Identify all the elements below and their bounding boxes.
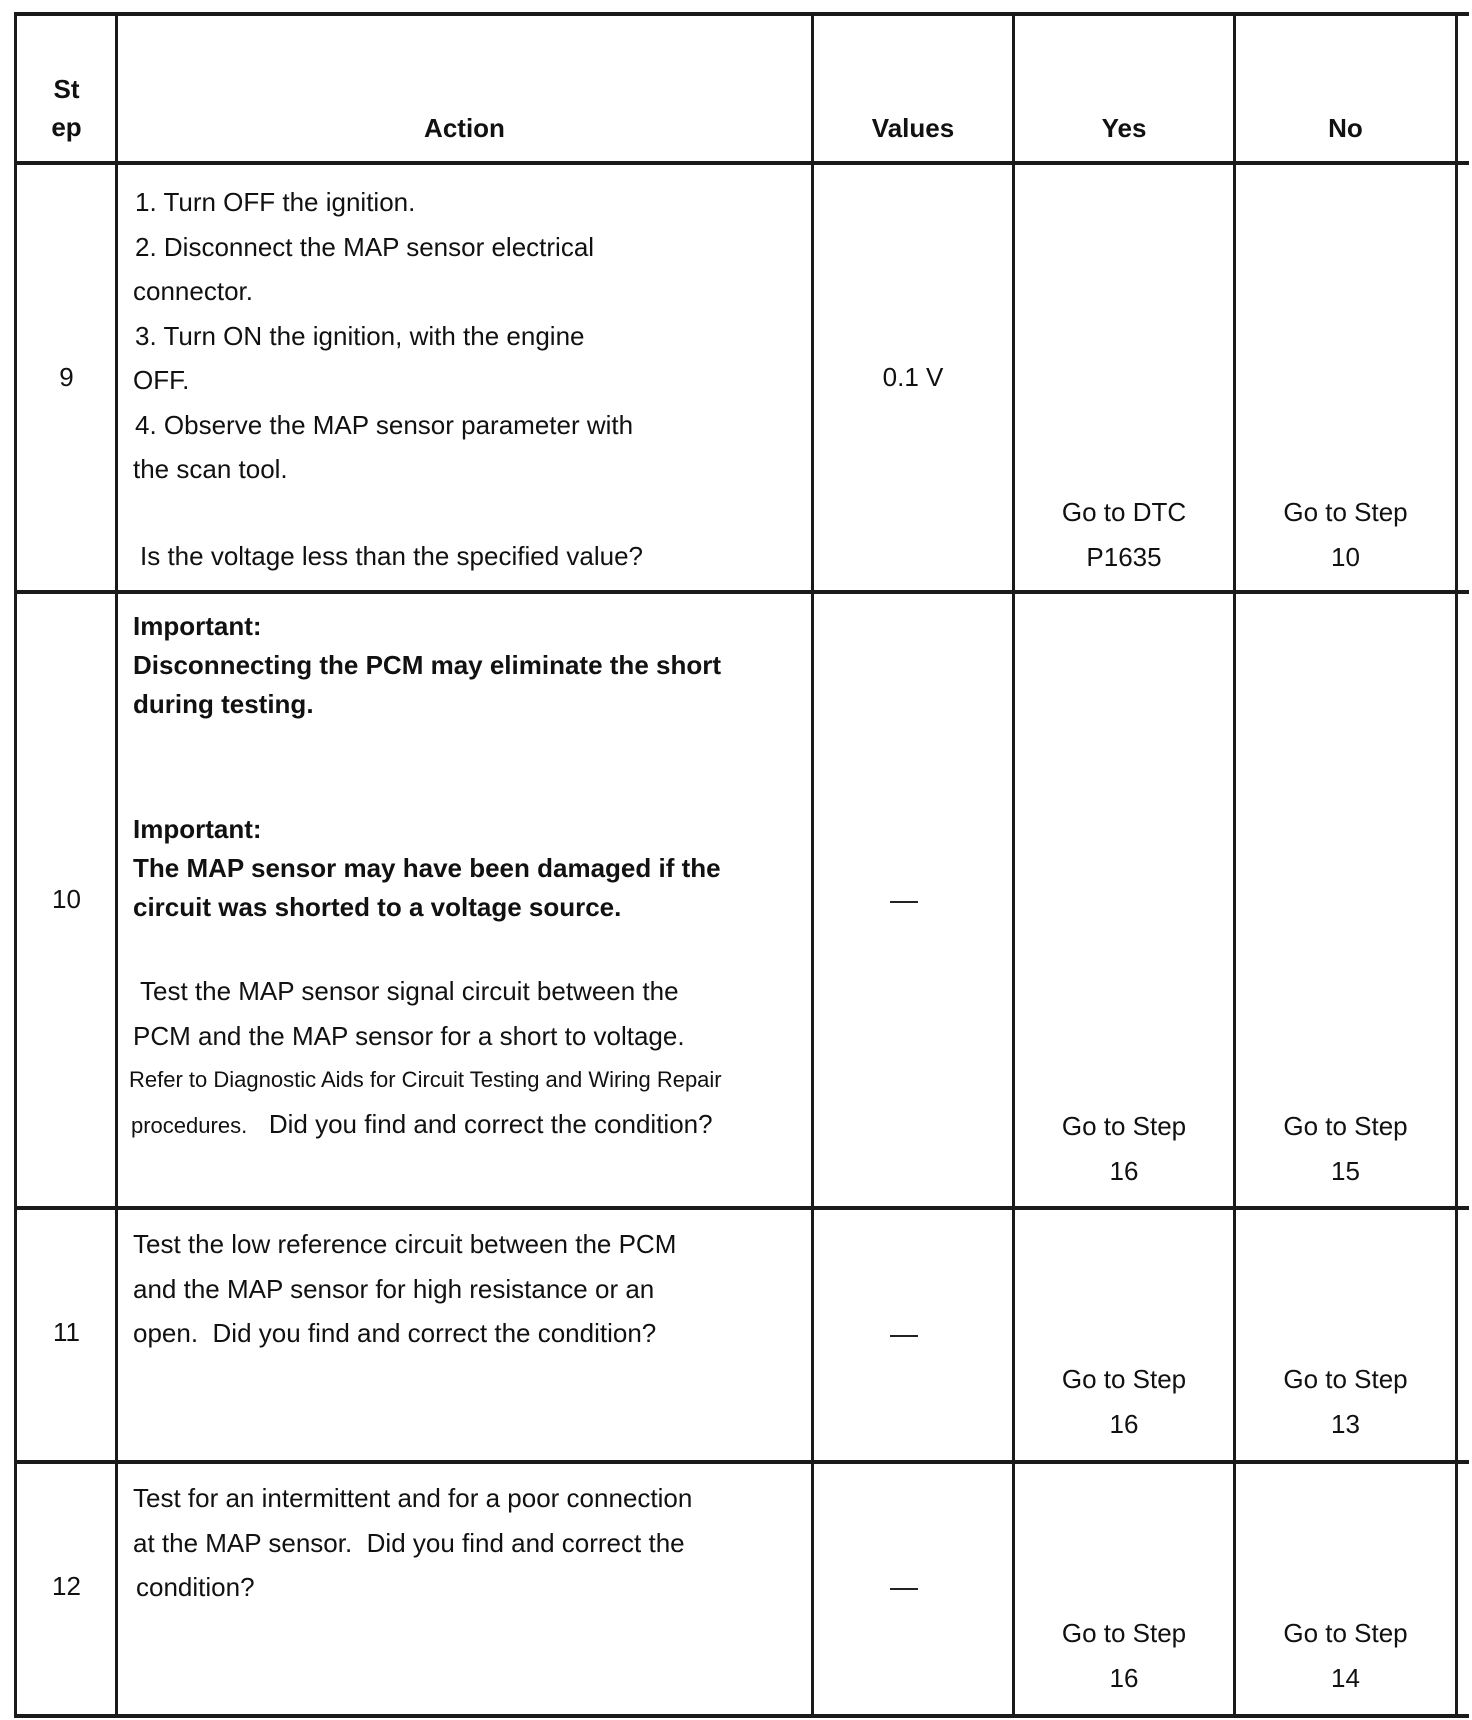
column-divider bbox=[1012, 14, 1015, 1718]
em-dash-value bbox=[890, 901, 918, 903]
action-question: Is the voltage less than the specified value? bbox=[140, 541, 643, 571]
step-number: 9 bbox=[59, 362, 74, 392]
column-divider bbox=[811, 14, 814, 1718]
row-divider bbox=[14, 590, 1469, 594]
action-steps: 1. Turn OFF the ignition. 2. Disconnect the MAP sensor electrical connector. 3. Turn ON the ignition, with the engine OFF. 4. Observe the MAP sensor parameter with the scan tool. bbox=[133, 187, 634, 484]
header-yes: Yes bbox=[1101, 113, 1147, 143]
important-note: Important: The MAP sensor may have been damaged if the circuit was shorted to a voltage source. bbox=[133, 814, 721, 922]
table-border-right bbox=[1455, 14, 1458, 1718]
yes-link[interactable]: Go to DTC P1635 bbox=[1061, 497, 1187, 572]
row-divider bbox=[14, 1206, 1469, 1210]
table-border-left bbox=[14, 14, 17, 1718]
column-divider bbox=[1233, 14, 1236, 1718]
refer-text: Refer to Diagnostic Aids for Circuit Testing and Wiring Repair bbox=[129, 1067, 722, 1092]
no-link[interactable]: Go to Step 15 bbox=[1283, 1111, 1408, 1186]
spec-value: 0.1 V bbox=[882, 362, 944, 392]
header-step: St ep bbox=[51, 74, 82, 142]
table-border-top bbox=[14, 12, 1469, 16]
no-link[interactable]: Go to Step 13 bbox=[1283, 1364, 1408, 1439]
action-question: procedures. Did you find and correct the condition? bbox=[131, 1109, 713, 1139]
important-note: Important: Disconnecting the PCM may eliminate the short during testing. bbox=[133, 611, 721, 719]
step-number: 10 bbox=[52, 884, 81, 914]
em-dash-value bbox=[890, 1335, 918, 1337]
yes-link[interactable]: Go to Step 16 bbox=[1061, 1618, 1187, 1693]
row-divider bbox=[14, 1460, 1469, 1464]
step-number: 12 bbox=[52, 1571, 81, 1601]
yes-link[interactable]: Go to Step 16 bbox=[1061, 1111, 1187, 1186]
em-dash-value bbox=[890, 1588, 918, 1590]
yes-link[interactable]: Go to Step 16 bbox=[1061, 1364, 1187, 1439]
header-action: Action bbox=[424, 113, 505, 143]
action-text: Test the MAP sensor signal circuit between the PCM and the MAP sensor for a short to voltage. bbox=[133, 976, 685, 1051]
no-link[interactable]: Go to Step 14 bbox=[1283, 1618, 1408, 1693]
action-text: Test for an intermittent and for a poor connection at the MAP sensor. Did you find and correct the condition? bbox=[133, 1483, 693, 1602]
table-border-bottom bbox=[14, 1714, 1469, 1718]
header-no: No bbox=[1328, 113, 1363, 143]
column-divider bbox=[115, 14, 118, 1718]
no-link[interactable]: Go to Step 10 bbox=[1283, 497, 1408, 572]
header-divider bbox=[14, 161, 1469, 165]
step-number: 11 bbox=[53, 1317, 80, 1347]
header-values: Values bbox=[871, 113, 955, 143]
action-text: Test the low reference circuit between the PCM and the MAP sensor for high resistance or an open. Did you find and correct the condition? bbox=[133, 1229, 677, 1348]
